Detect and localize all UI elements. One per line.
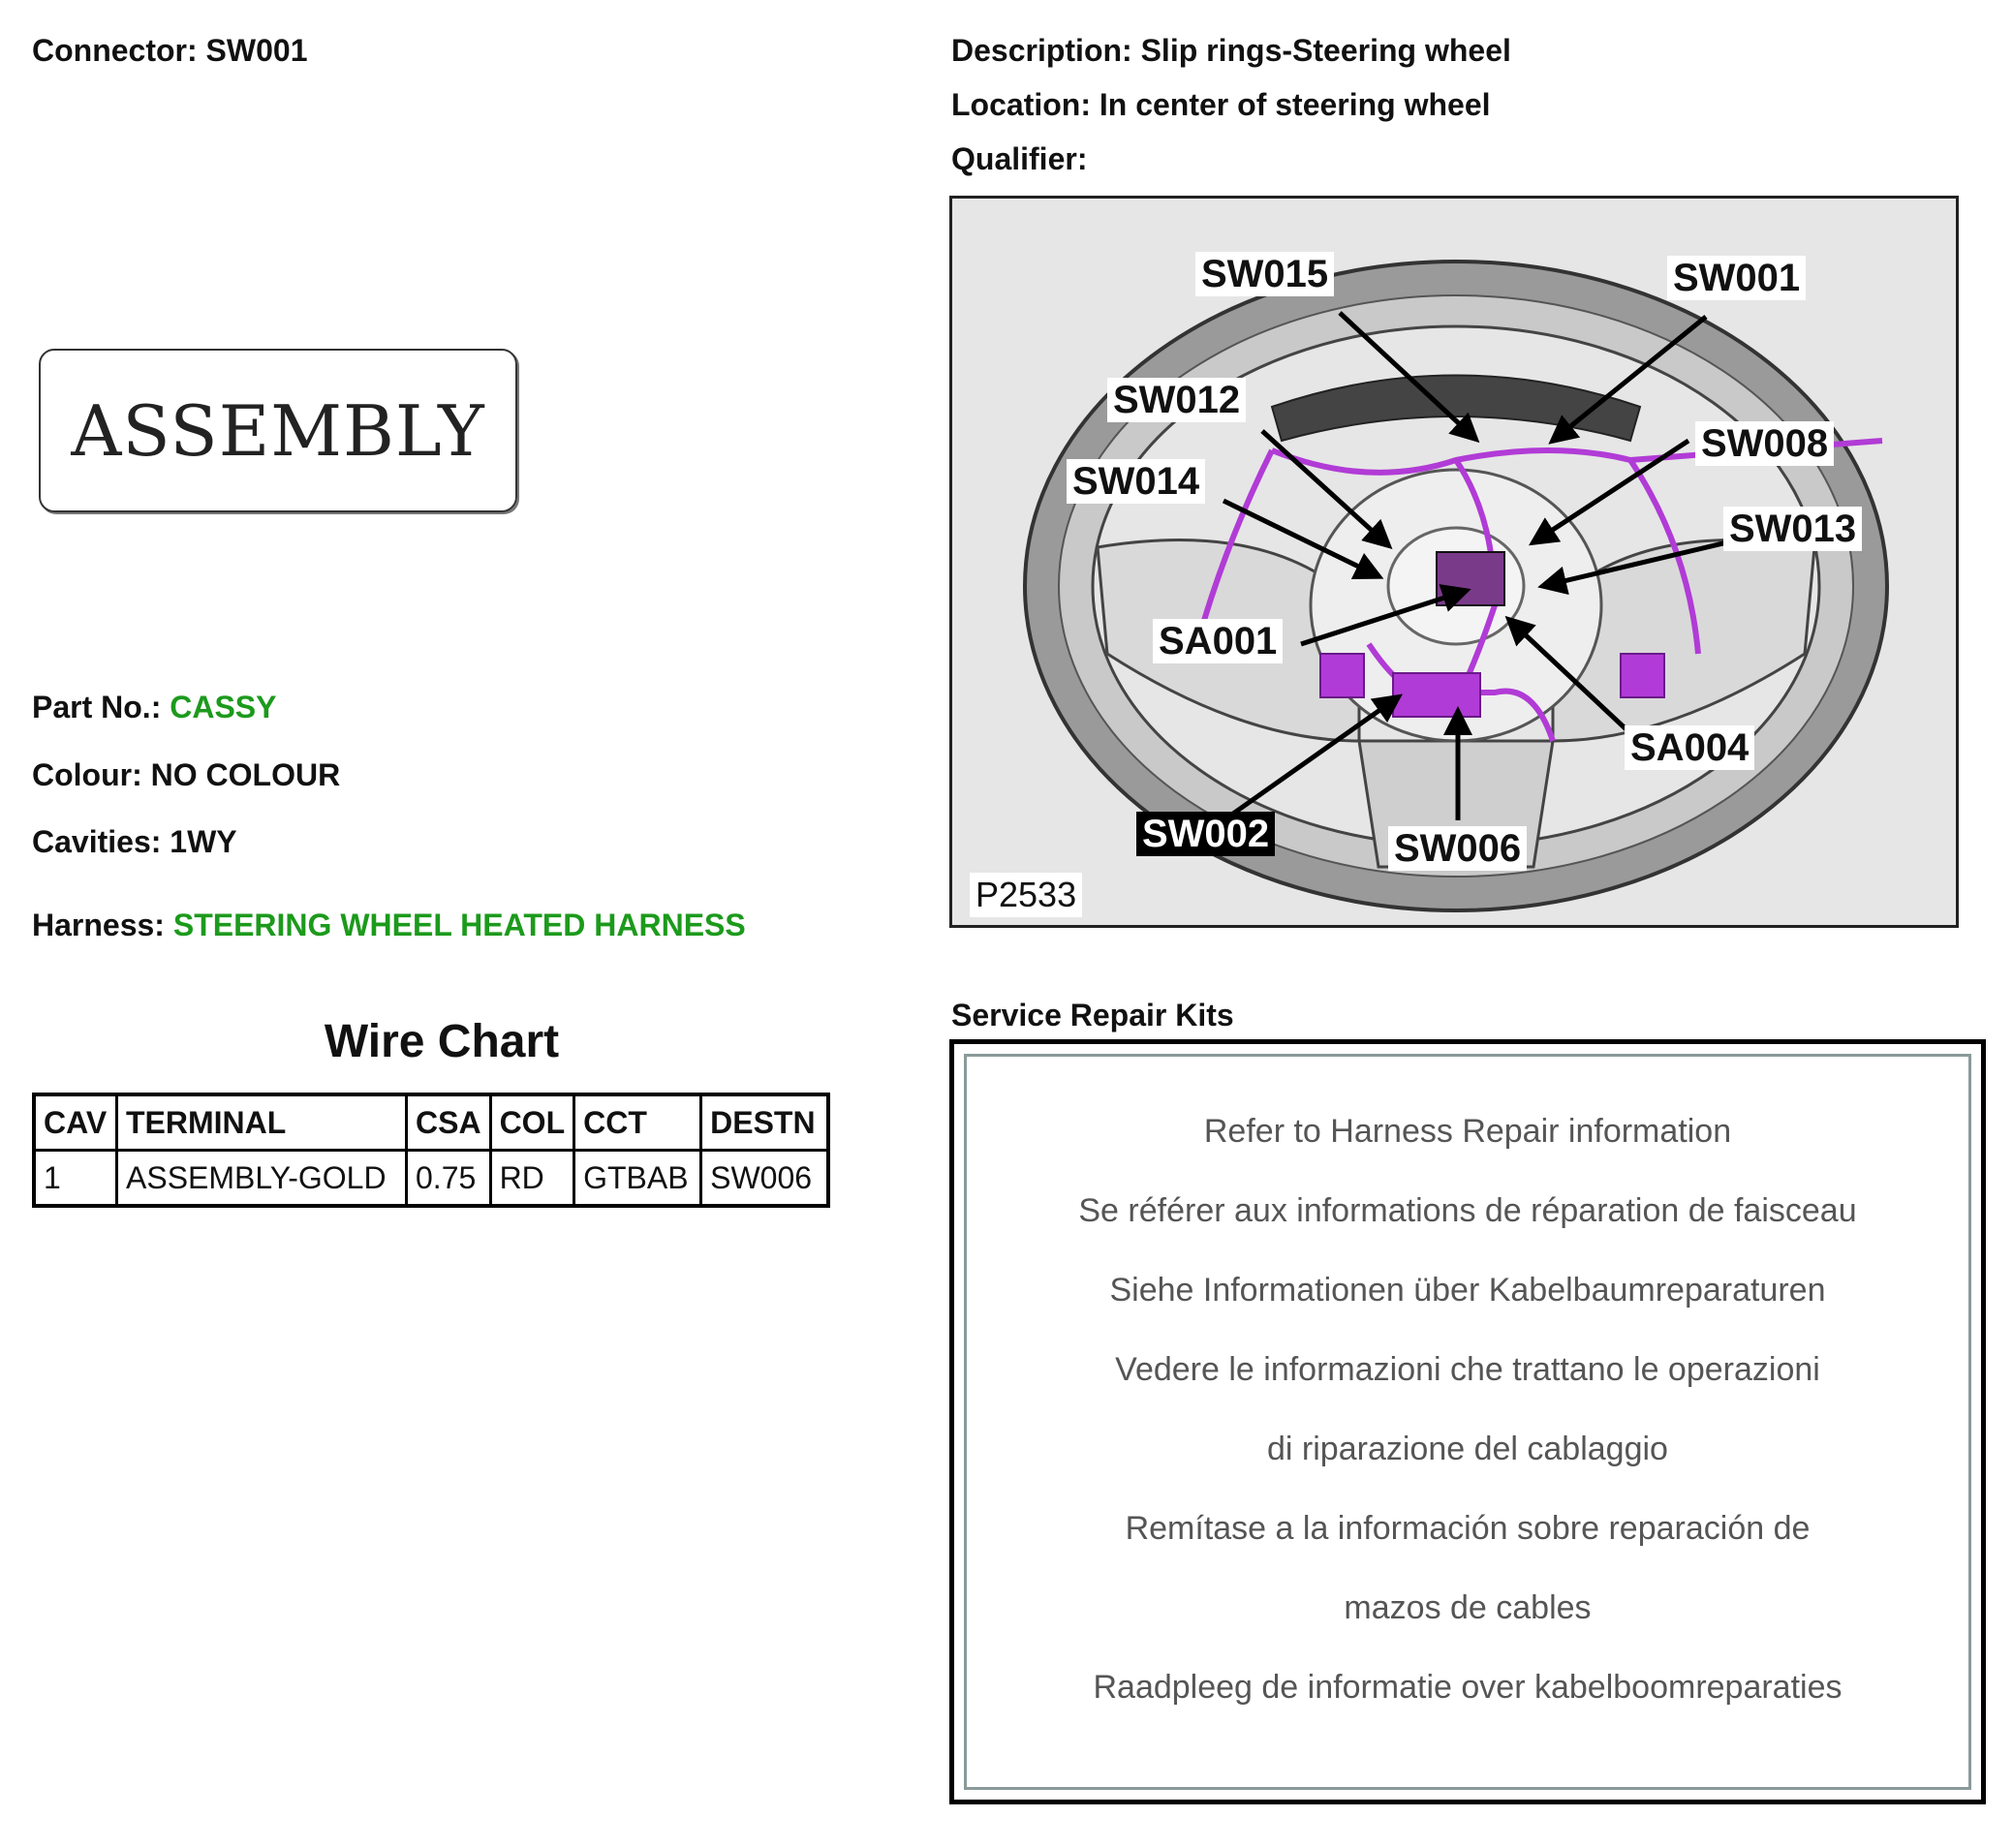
colour-value: NO COLOUR (150, 757, 341, 792)
callout-sw008[interactable]: SW008 (1695, 421, 1834, 466)
diagram-code: P2533 (970, 873, 1082, 917)
service-repair-kits-box (949, 1039, 1986, 1804)
col-header-cct: CCT (574, 1094, 701, 1151)
connector-field (32, 33, 307, 69)
harness-field (32, 908, 746, 943)
kit-line-nl: Raadpleeg de informatie over kabelboomreparaties (1093, 1669, 1843, 1706)
col-header-terminal: TERMINAL (117, 1094, 407, 1151)
kit-line-es-1: Remítase a la información sobre reparación de (1125, 1510, 1811, 1547)
qualifier-label: Qualifier: (951, 141, 1088, 176)
harness-link[interactable]: STEERING WHEEL HEATED HARNESS (172, 908, 746, 942)
wire-chart-title: Wire Chart (324, 1016, 560, 1067)
col-header-col: COL (490, 1094, 574, 1151)
cavities-value: 1WY (170, 824, 237, 859)
description-field (951, 33, 1511, 69)
part-no-link[interactable]: CASSY (170, 690, 277, 724)
callout-sw006[interactable]: SW006 (1388, 826, 1527, 871)
cell-cct: GTBAB (574, 1151, 701, 1207)
callout-sa004[interactable]: SA004 (1625, 725, 1754, 770)
cell-destn[interactable]: SW006 (701, 1151, 829, 1207)
harness-label: Harness: (32, 908, 165, 942)
connector-label: Connector: (32, 33, 198, 68)
assembly-text: ASSEMBLY (71, 389, 485, 472)
wire-chart-table (32, 1093, 830, 1208)
kit-line-fr: Se référer aux informations de réparation de faisceau (1078, 1192, 1857, 1229)
table-row (34, 1151, 828, 1207)
col-header-csa: CSA (407, 1094, 491, 1151)
colour-field (32, 757, 340, 793)
col-header-cav: CAV (34, 1094, 117, 1151)
callout-sa001[interactable]: SA001 (1153, 619, 1283, 663)
part-no-label: Part No.: (32, 690, 162, 724)
assembly-image (39, 349, 517, 512)
location-label: Location: (951, 87, 1091, 122)
kit-line-de: Siehe Informationen über Kabelbaumreparaturen (1109, 1272, 1826, 1309)
part-no-field (32, 690, 276, 725)
col-header-destn: DESTN (701, 1094, 829, 1151)
location-field (951, 87, 1491, 123)
kit-line-it-2: di riparazione del cablaggio (1267, 1431, 1668, 1467)
callout-sw015[interactable]: SW015 (1195, 252, 1334, 296)
description-label: Description: (951, 33, 1132, 68)
callout-sw012[interactable]: SW012 (1107, 378, 1246, 422)
cavities-field (32, 824, 237, 860)
callout-sw014[interactable]: SW014 (1067, 459, 1205, 504)
callout-sw013[interactable]: SW013 (1723, 507, 1862, 551)
connector-value: SW001 (205, 33, 308, 68)
description-value: Slip rings-Steering wheel (1140, 33, 1511, 68)
wire-chart-header-row (34, 1094, 828, 1151)
service-repair-kits-inner (964, 1054, 1971, 1790)
cell-col: RD (490, 1151, 574, 1207)
location-value: In center of steering wheel (1099, 87, 1491, 122)
cell-cav: 1 (34, 1151, 117, 1207)
callout-sw002[interactable]: SW002 (1136, 812, 1275, 856)
cell-csa: 0.75 (407, 1151, 491, 1207)
steering-wheel-illustration (952, 199, 1959, 928)
kit-line-en: Refer to Harness Repair information (1203, 1113, 1732, 1150)
callout-sw001[interactable]: SW001 (1667, 256, 1806, 300)
steering-wheel-diagram (949, 196, 1959, 928)
kit-line-es-2: mazos de cables (1344, 1589, 1592, 1626)
colour-label: Colour: (32, 757, 142, 792)
cavities-label: Cavities: (32, 824, 162, 859)
kit-line-it-1: Vedere le informazioni che trattano le operazioni (1115, 1351, 1820, 1388)
cell-terminal: ASSEMBLY-GOLD (117, 1151, 407, 1207)
service-repair-kits-title: Service Repair Kits (951, 998, 1234, 1032)
qualifier-field (951, 141, 1087, 177)
